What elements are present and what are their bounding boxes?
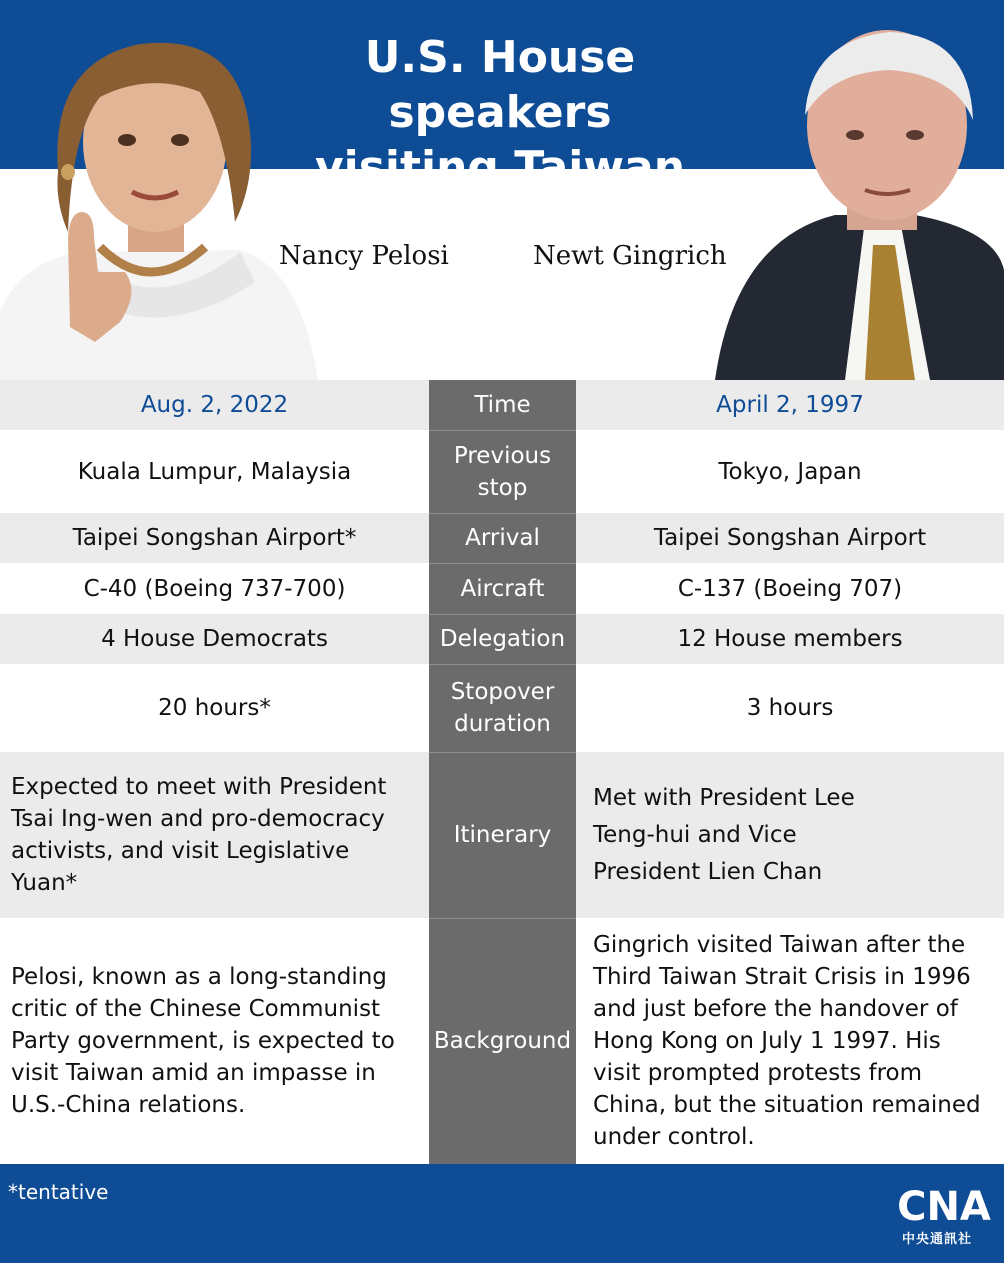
label-divider [429,513,576,514]
table-row-aircraft [0,563,1004,614]
pelosi-aircraft: C-40 (Boeing 737-700) [83,575,346,602]
label-divider [429,752,576,753]
cna-logo-subtext: 中央通訊社 [902,1232,973,1247]
gingrich-stopover-duration: 3 hours [746,695,834,721]
gingrich-aircraft: C-137 (Boeing 707) [677,575,903,602]
gingrich-portrait [715,20,1004,380]
gingrich-arrival: Taipei Songshan Airport [576,513,1004,563]
gingrich-time: April 2, 1997 [576,380,1004,430]
gingrich-name: Newt Gingrich [533,241,727,271]
table-row-previous-stop [0,430,1004,513]
pelosi-arrival: Taipei Songshan Airport* [0,513,429,563]
row-label-previous-stop: Previous stop [429,430,576,513]
cna-logo-text: CNA [897,1184,991,1230]
table-row-background [0,918,1004,1164]
row-label-stopover-duration: Stopover duration [429,664,576,752]
page-title [250,30,750,195]
label-divider [429,430,576,431]
tentative-footnote: *tentative [8,1180,109,1204]
row-label-itinerary: Itinerary [429,752,576,918]
gingrich-previous-stop: Tokyo, Japan [718,458,862,485]
row-label-time: Time [429,380,576,430]
row-label-arrival: Arrival [429,513,576,563]
footer-banner [0,1164,1004,1263]
label-divider [429,918,576,919]
title-line-1: U.S. House speakers [364,32,636,138]
table-row-stopover-duration [0,664,1004,752]
pelosi-background: Pelosi, known as a long-standing critic of the Chinese Communist Party government, is expected to visit Taiwan amid an impasse in U.S.-China relations. [11,964,395,1118]
gingrich-background: Gingrich visited Taiwan after the Third Taiwan Strait Crisis in 1996 and just before the handover of Hong Kong on July 1 1997. His visit prompted protests from China, but the situation remained under control. [593,932,981,1150]
table-row-delegation [0,614,1004,664]
pelosi-delegation: 4 House Democrats [0,614,429,664]
table-row-arrival [0,513,1004,563]
row-label-delegation: Delegation [429,614,576,664]
table-row-time [0,380,1004,430]
label-divider [429,563,576,564]
label-divider [429,614,576,615]
title-line-2: visiting Taiwan [314,142,686,193]
row-label-aircraft: Aircraft [429,563,576,614]
pelosi-time: Aug. 2, 2022 [0,380,429,430]
pelosi-itinerary: Expected to meet with President Tsai Ing-wen and pro-democracy activists, and visit Legislative Yuan* [0,752,429,918]
gingrich-delegation: 12 House members [576,614,1004,664]
label-divider [429,664,576,665]
pelosi-portrait [0,22,320,380]
gingrich-itinerary: Met with President Lee Teng-hui and Vice President Lien Chan [576,752,1004,918]
pelosi-stopover-duration: 20 hours* [158,695,271,721]
pelosi-name: Nancy Pelosi [279,241,449,271]
row-label-background: Background [429,918,576,1164]
table-row-itinerary [0,752,1004,918]
pelosi-previous-stop: Kuala Lumpur, Malaysia [77,458,352,485]
